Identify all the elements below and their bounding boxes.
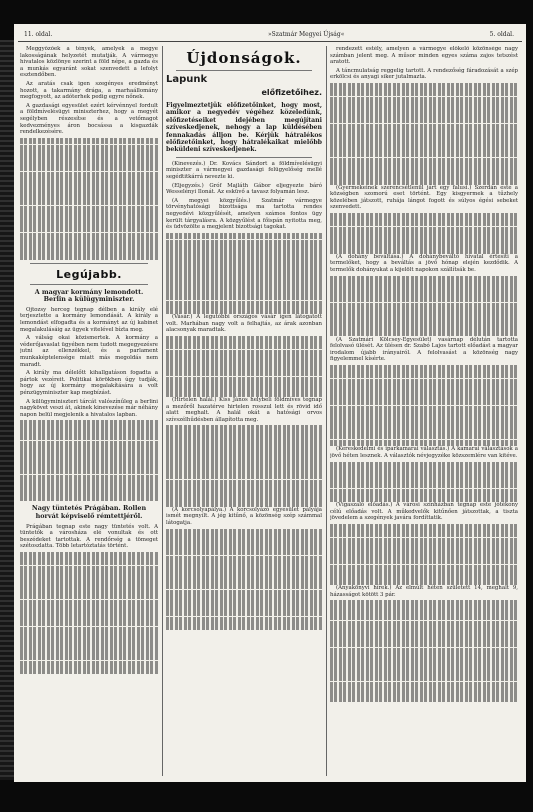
illegible-text-line [166,590,322,597]
illegible-text-line [20,246,158,253]
illegible-text-line [330,675,518,682]
illegible-text-line [330,240,518,247]
illegible-text-line [330,276,518,283]
illegible-text-line [166,549,322,556]
illegible-text-line [330,392,518,399]
illegible-text-line [166,260,322,267]
illegible-text-line [166,569,322,576]
illegible-text-line [330,524,518,531]
illegible-text-line [166,452,322,459]
illegible-text-line [166,383,322,390]
illegible-text-line [166,363,322,370]
illegible-text-line [166,233,322,240]
illegible-text-line [166,610,322,617]
illegible-text-line [20,212,158,219]
illegible-text-line [330,406,518,413]
illegible-text-line [20,185,158,192]
section-divider [30,263,148,264]
illegible-text-line [166,535,322,542]
col3-paragraph: (Anyakönyvi hírek.) Az elmúlt héten született 14, meghalt 9, házasságot kötött 3 pár. [330,585,518,598]
illegible-text-line [166,370,322,377]
section-title-ujdonsagok: Újdonságok. [186,49,302,67]
illegible-text-line [330,83,518,90]
illegible-text-line [166,280,322,287]
notice-heading-elofizetoihez: előfizetőihez. [261,88,322,97]
illegible-text-line [166,294,322,301]
illegible-text-line [166,246,322,253]
column-3 [330,46,518,778]
col1-paragraph: Ojtozsy herceg tegnap délben a király elé terjesztette a kormány lemondását. A király a lemondást elfogadta és a kormányt az új kabinet megalakulásáig az ügyek vitelével bízta meg. [20,306,158,333]
illegible-text-line [330,634,518,641]
illegible-text-line [330,419,518,426]
illegible-text-line [330,544,518,551]
illegible-text-line [166,623,322,630]
illegible-text-line [20,586,158,593]
illegible-text-line [20,420,158,427]
illegible-text-line [330,90,518,97]
illegible-text-line [20,481,158,488]
illegible-text-line [330,309,518,316]
illegible-text-line [330,137,518,144]
illegible-text-line [20,620,158,627]
news-headline: A magyar kormány lemondott. Berlin a külügyminiszter. [34,287,144,304]
illegible-text-line [330,538,518,545]
illegible-text-line [20,552,158,559]
illegible-text-line [330,151,518,158]
illegible-text-line [20,468,158,475]
illegible-text-line [20,206,158,213]
illegible-text-line [20,151,158,158]
illegible-text-line [20,145,158,152]
illegible-text-line [166,307,322,314]
illegible-text-line [166,473,322,480]
illegible-text-line [166,377,322,384]
column-1 [20,46,158,778]
illegible-text-line [20,233,158,240]
illegible-text-line [166,446,322,453]
illegible-text-line [330,688,518,695]
illegible-text-line [330,385,518,392]
illegible-text-line [166,596,322,603]
column-rule-1 [162,46,163,776]
illegible-text-line [166,459,322,466]
illegible-text-line [20,226,158,233]
illegible-text-line [166,253,322,260]
illegible-text-line [330,97,518,104]
illegible-text-line [330,668,518,675]
col1-paragraph: A gazdasági egyesület ezért kérvénnyel fordult a földmívelésügyi miniszterhez, hogy a megyét segélyben részesítse és a vetőmagot kedvezményes áron bocsássa a kisgazdák rendelkezésére. [20,102,158,136]
illegible-text-line [20,633,158,640]
illegible-text-line [166,583,322,590]
news-item: (Vásár.) A legutóbbi országos vásár igen látogatott volt. Marhában nagy volt a felhajtás, az árak azonban alacsonyak maradtak. [166,314,322,334]
col3-paragraph: (A Szatmári Kölcsey-Egyesület) vasárnap délután tartotta felolvasó ülését. Az ülésen dr. Szabó Lajos tartott előadást a magyar irodalom újabb irányairól. A felolvasást a közönség nagy figyelemmel kísérte. [330,336,518,363]
news-item: (Eljegyzés.) Gróf Majláth Gábor eljegyezte báró Wesselényi Ilonát. Az esküvő a tavasz folyamán lesz. [166,182,322,196]
illegible-text-line [330,433,518,440]
illegible-text-line [20,158,158,165]
section-divider [30,284,148,285]
illegible-text-line [20,559,158,566]
col1-paragraph: A király ma délelőtt kihallgatáson fogadta a pártok vezéreit. Politikai körökben úgy tudják, hogy az új kormány megalakítására a volt pénzügyminiszter kap megbízást. [20,370,158,396]
col1-paragraph: Az aratás csak igen szegényes eredményt hozott, a takarmány drága, a marhaállomány megfogyott, az adóterhek pedig egyre nőnek. [20,80,158,101]
illegible-text-line [166,273,322,280]
illegible-text-line [20,475,158,482]
illegible-text-line [166,480,322,487]
illegible-text-line [330,130,518,137]
illegible-text-line [166,390,322,397]
illegible-text-line [330,158,518,165]
illegible-text-line [20,219,158,226]
news-headline: Nagy tüntetés Prágában. Rollen horvát képviselő rémtettjéről. [31,504,147,521]
illegible-text-line [330,627,518,634]
illegible-text-line [20,566,158,573]
illegible-text-line [330,220,518,227]
illegible-text-line [330,489,518,496]
illegible-text-line [20,239,158,246]
illegible-text-line [166,542,322,549]
illegible-text-line [330,117,518,124]
illegible-text-line [20,495,158,502]
illegible-text-line [330,372,518,379]
illegible-text-line [330,213,518,220]
illegible-text-line [20,138,158,145]
illegible-text-line [166,356,322,363]
illegible-text-line [20,613,158,620]
illegible-text-line [166,287,322,294]
header-publication-title: »Szatmár Megyei Újság« [268,31,345,38]
news-item: (A korcsolyapálya.) A korcsolyázó egyesület pályája ismét megnyílt. A jég kitűnő, a közönség szép számmal látogatja. [166,506,322,526]
illegible-text-line [330,227,518,234]
illegible-text-line [20,461,158,468]
illegible-text-line [20,579,158,586]
section-divider [176,70,312,71]
col1-paragraph: A külügyminiszteri tárcát valószínűleg a berlini nagykövet veszi át, akinek kinevezése már néhány napon belül megjelenik a hivatalos lapban. [20,398,158,418]
col1-paragraph: Meggyőzőek a tények, amelyek a megye lakosságának helyzetét mutatják. A vármegye hivatalos közlönye szerint a föld népe, a gazda és a munkás egyaránt sokat szenvedett a lefolyt esztendőben. [20,46,158,79]
illegible-text-line [20,441,158,448]
illegible-text-line [20,488,158,495]
illegible-text-line [166,425,322,432]
page-header [18,28,522,42]
illegible-text-line [166,439,322,446]
illegible-text-line [166,617,322,624]
col1-paragraph: Prágában tegnap este nagy tüntetés volt. A tüntetők a városháza elé vonultak és ott beszédeket tartottak. A rendőrség a tömeget szétoszlatta. Több letartóztatás történt. [20,523,158,550]
col1-paragraph: A válság okai közismertek. A kormány a véderőjavaslat ügyében nem tudott megegyezésre jutni az ellenzékkel, és a parlament munkaképtelensége miatt más megoldás nem maradt. [20,335,158,368]
col3-paragraph: (Vígaszaló előadás.) A városi színházban tegnap este jótékony célú előadás volt. A műkedvelők kitűnően játszottak, a tiszta jövedelem a szegények javára fordíttatik. [330,502,518,522]
col3-paragraph: rendezett estély, amelyen a vármegye előkelő közönsége nagy számban jelent meg. A műsor minden egyes száma zajos tetszést aratott. [330,46,518,66]
illegible-text-line [166,267,322,274]
illegible-text-line [330,330,518,337]
illegible-text-line [330,440,518,447]
illegible-text-line [330,399,518,406]
illegible-text-line [330,621,518,628]
illegible-text-line [330,289,518,296]
illegible-text-line [20,165,158,172]
illegible-text-line [330,475,518,482]
illegible-text-line [330,171,518,178]
illegible-text-line [166,301,322,308]
illegible-text-line [20,253,158,260]
illegible-text-line [20,661,158,668]
illegible-text-line [330,682,518,689]
illegible-text-line [330,103,518,110]
header-left-page-number: 11. oldal. [24,31,53,38]
illegible-text-line [20,434,158,441]
illegible-text-line [166,336,322,343]
illegible-text-line [20,192,158,199]
section-divider [176,157,312,158]
illegible-text-line [330,412,518,419]
column-2 [166,46,322,778]
section-title-legujabb: Legújabb. [56,267,122,281]
illegible-text-line [330,578,518,585]
col3-paragraph: A táncmulatság reggelig tartott. A rendezőség fáradozását a szép erkölcsi és anyagi siker jutalmazta. [330,67,518,81]
col3-paragraph: (Gyermekeinek szerencsétlenül járt egy falusi.) Szerdán este a községben szomorú eset történt. Egy kisgyermek a tűzhely közelében játszott, ruhája lángot fogott és súlyos égési sebeket szenvedett. [330,184,518,211]
illegible-text-line [166,562,322,569]
illegible-text-line [330,164,518,171]
illegible-text-line [166,350,322,357]
illegible-text-line [330,124,518,131]
illegible-text-line [330,648,518,655]
illegible-text-line [330,365,518,372]
illegible-text-line [330,468,518,475]
illegible-text-line [330,607,518,614]
illegible-text-line [330,282,518,289]
illegible-text-line [20,572,158,579]
illegible-text-line [20,667,158,674]
illegible-text-line [330,482,518,489]
illegible-text-line [330,247,518,254]
illegible-text-line [330,144,518,151]
illegible-text-line [166,432,322,439]
col3-paragraph: (Kereskedelmi és iparkamarai választás.) A kamarai választások a jövő héten lesznek. A választók névjegyzéke közszemlére van kitéve. [330,446,518,459]
illegible-text-line [20,654,158,661]
illegible-text-line [166,343,322,350]
illegible-text-line [20,627,158,634]
illegible-text-line [20,172,158,179]
col3-paragraph: (A dohány beváltása.) A dohánybeváltó hivatal értesíti a termelőket, hogy a beváltás a jövő hónap elején kezdődik. A termelők dohányukat a kijelölt napokon szállítsák be. [330,253,518,273]
illegible-text-line [166,529,322,536]
illegible-text-line [166,466,322,473]
illegible-text-line [330,695,518,702]
illegible-text-line [330,495,518,502]
illegible-text-line [166,500,322,507]
illegible-text-line [20,640,158,647]
newspaper-page [14,24,526,782]
illegible-text-line [330,296,518,303]
illegible-text-line [166,603,322,610]
illegible-text-line [330,178,518,185]
illegible-text-line [20,178,158,185]
illegible-text-line [20,647,158,654]
illegible-text-line [330,654,518,661]
illegible-text-line [330,316,518,323]
illegible-text-line [330,558,518,565]
illegible-text-line [330,110,518,117]
illegible-text-line [330,531,518,538]
illegible-text-line [166,556,322,563]
illegible-text-line [20,199,158,206]
illegible-text-line [330,426,518,433]
illegible-text-line [20,454,158,461]
adjacent-page-edge [0,40,14,780]
illegible-text-line [330,571,518,578]
header-right-page-number: 5. oldal. [489,31,514,38]
illegible-text-line [330,233,518,240]
illegible-text-line [20,427,158,434]
illegible-text-line [166,240,322,247]
illegible-text-line [166,576,322,583]
illegible-text-line [330,661,518,668]
column-rule-2 [326,46,327,776]
illegible-text-line [330,551,518,558]
notice-heading-lapunk: Lapunk [166,74,208,85]
illegible-text-line [20,593,158,600]
illegible-text-line [20,447,158,454]
subscriber-notice: Figyelmeztetjük előfizetőinket, hogy most, amikor a negyedév végéhez közeledünk, előfizetéseiket idejében megújítani szíveskedjenek, nehogy a lap küldésében fennakadás álljon be. Kérjük hátralékos előfizetőinket, hogy hátralékaikat mielőbb beküldeni szíveskedjenek. [166,102,322,154]
illegible-text-line [20,606,158,613]
illegible-text-line [166,486,322,493]
illegible-text-line [330,462,518,469]
illegible-text-line [330,565,518,572]
illegible-text-line [330,323,518,330]
illegible-text-line [330,379,518,386]
news-item: (Hirtelen halál.) Kiss János helybeli földmíves tegnap a mezőről hazatérve hirtelen rosszul lett és rövid idő alatt meghalt. A halál okát a hatósági orvos szívszélhűdésben állapította meg. [166,396,322,423]
illegible-text-line [330,600,518,607]
news-item: (Kinevezés.) Dr. Kovács Sándort a földmívelésügyi miniszter a vármegyei gazdasági felügyelőség mellé segédtitkárrá nevezte ki. [166,160,322,181]
illegible-text-line [330,303,518,310]
illegible-text-line [20,600,158,607]
illegible-text-line [330,614,518,621]
illegible-text-line [330,641,518,648]
news-item: (A megyei közgyűlés.) Szatmár vármegye törvényhatósági bizottsága ma tartotta rendes negyedévi közgyűlését, amelyen számos fontos ügy került tárgyalásra. A közgyűlést a főispán nyitotta meg, és üdvözölte a megjelent bizottsági tagokat. [166,197,322,231]
illegible-text-line [166,493,322,500]
